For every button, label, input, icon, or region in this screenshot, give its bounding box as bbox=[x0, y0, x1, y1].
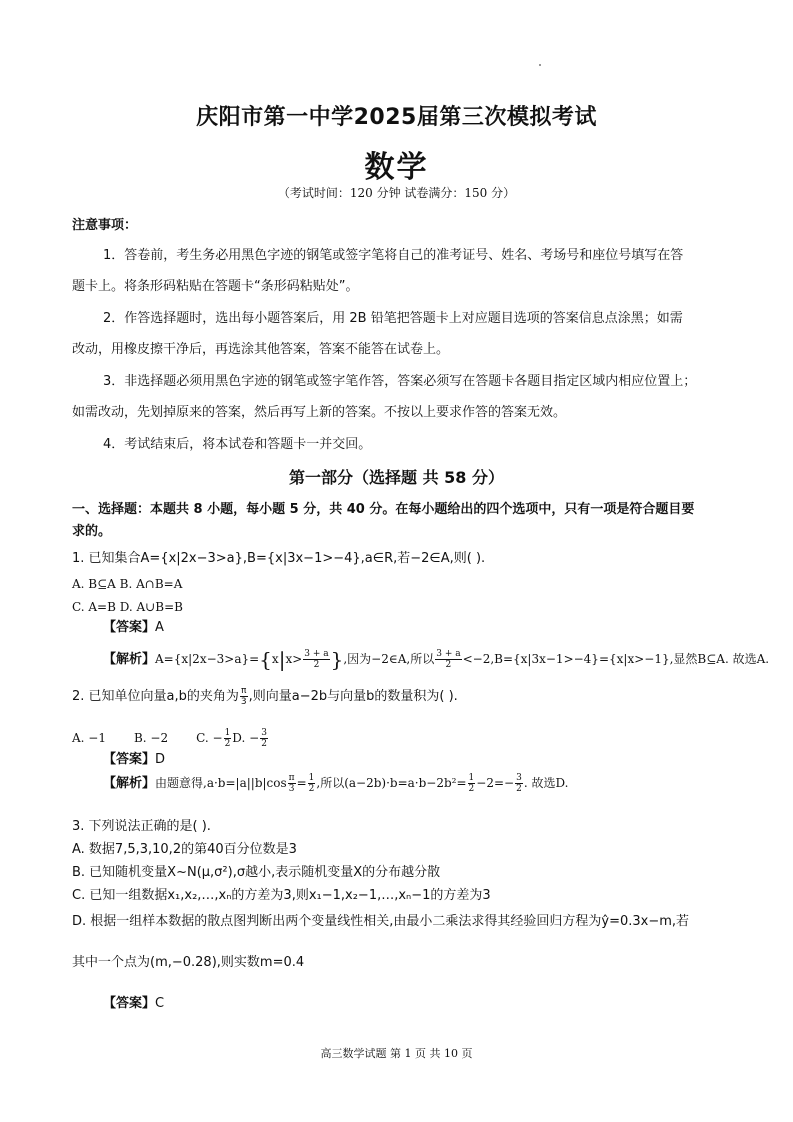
section-instruction-line2: 求的。 bbox=[72, 524, 112, 539]
q2-analysis-p4: . 故选D. bbox=[523, 776, 569, 790]
q1-frac2: $\frac{3 + a}{2}$ bbox=[436, 649, 461, 670]
q2-stem-p2: ,则向量a−2b与向量b的数量积为( ). bbox=[248, 689, 458, 704]
q2-option-d: D. − bbox=[232, 731, 260, 745]
page-footer: 高三数学试题 第 1 页 共 10 页 bbox=[320, 1047, 473, 1060]
q1-analysis-set-cond: x> bbox=[285, 652, 303, 666]
section-instruction-line1: 一、选择题：本题共 8 小题，每小题 5 分，共 40 分。在每小题给出的四个选项中，只有一项是符合题目要 bbox=[72, 502, 695, 517]
q3-answer bbox=[103, 996, 164, 1012]
q2-optc-frac: $\frac{1}{2}$ bbox=[224, 728, 231, 749]
q3-option-d-line2: 其中一个点为(m,−0.28),则实数m=0.4 bbox=[72, 955, 305, 970]
q1-analysis bbox=[103, 641, 769, 677]
q3-option-b: B. 已知随机变量X~N(μ,σ²),σ越小,表示随机变量X的分布越分散 bbox=[72, 865, 441, 880]
set-bar-icon: | bbox=[278, 647, 286, 672]
q2-options bbox=[72, 725, 269, 751]
exam-time-info: （考试时间：120 分钟 试卷满分：150 分） bbox=[277, 186, 516, 200]
notice-item2-line1: 2．作答选择题时，选出每小题答案后，用 2B 铅笔把答题卡上对应题目选项的答案信息点涂黑；如需 bbox=[103, 311, 683, 326]
notice-item3-line2: 如需改动，先划掉原来的答案，然后再写上新的答案。不按以上要求作答的答案无效。 bbox=[72, 405, 567, 420]
q1-answer-value: A bbox=[155, 620, 164, 635]
scan-dot bbox=[539, 64, 541, 66]
q3-stem: 3. 下列说法正确的是( ). bbox=[72, 819, 211, 834]
q2-frac4: $\frac{3}{2}$ bbox=[516, 773, 522, 794]
q2-option-a: A. −1 bbox=[72, 731, 106, 745]
exam-subject: 数学 bbox=[364, 150, 429, 185]
q1-options-line2: C. A=B D. A∪B=B bbox=[72, 600, 183, 614]
q3-answer-label: 【答案】 bbox=[103, 996, 156, 1011]
q2-analysis bbox=[103, 768, 568, 798]
q2-answer-label: 【答案】 bbox=[103, 752, 156, 767]
q2-analysis-p1: 由题意得,a·b=|a||b|cos bbox=[155, 776, 287, 790]
notice-item1-line1: 1．答卷前，考生务必用黑色字迹的钢笔或签字笔将自己的准考证号、姓名、考场号和座位号填写在答 bbox=[103, 248, 684, 263]
q1-analysis-set-x: x bbox=[271, 652, 279, 666]
q2-stem-frac: $\frac{\pi}{3}$ bbox=[240, 686, 247, 707]
q1-frac1: $\frac{3 + a}{2}$ bbox=[304, 649, 329, 670]
notice-item2-line2: 改动，用橡皮擦干净后，再选涂其他答案，答案不能答在试卷上。 bbox=[72, 342, 450, 357]
q2-analysis-p3: −2=− bbox=[476, 776, 515, 790]
q2-answer-value: D bbox=[155, 752, 166, 767]
q3-answer-value: C bbox=[155, 996, 165, 1011]
q2-stem-p1: 2. 已知单位向量a,b的夹角为 bbox=[72, 689, 239, 704]
notice-item3-line1: 3．非选择题必须用黑色字迹的钢笔或签字笔作答，答案必须写在答题卡各题目指定区域内相应位置上； bbox=[103, 374, 697, 389]
q2-analysis-eq: = bbox=[296, 776, 307, 790]
notice-item1-line2: 题卡上。将条形码粘贴在答题卡“条形码粘贴处”。 bbox=[72, 279, 359, 294]
q3-option-d-line1: D. 根据一组样本数据的散点图判断出两个变量线性相关,由最小二乘法求得其经验回归方程为ŷ=0.3x−m,若 bbox=[72, 914, 690, 929]
q1-answer bbox=[103, 620, 164, 636]
q2-stem bbox=[72, 684, 458, 710]
q1-stem: 1. 已知集合A={x|2x−3>a},B={x|3x−1>−4},a∈R,若−2∈A,则( ). bbox=[72, 551, 486, 566]
q3-option-c: C. 已知一组数据x₁,x₂,…,xₙ的方差为3,则x₁−1,x₂−1,…,xₙ−1的方差为3 bbox=[72, 888, 491, 903]
q1-analysis-label: 【解析】 bbox=[103, 652, 156, 667]
notice-item4: 4．考试结束后，将本试卷和答题卡一并交回。 bbox=[103, 437, 372, 452]
exam-title: 庆阳市第一中学2025届第三次模拟考试 bbox=[196, 105, 597, 130]
q2-optd-frac: $\frac{3}{2}$ bbox=[261, 728, 267, 749]
section-title: 第一部分（选择题 共 58 分） bbox=[289, 468, 504, 487]
q2-frac2: $\frac{1}{2}$ bbox=[308, 773, 315, 794]
q1-analysis-p2: ,因为−2∈A,所以 bbox=[343, 652, 435, 666]
q1-analysis-p1: A={x|2x−3>a}= bbox=[155, 652, 260, 666]
q2-frac3: $\frac{1}{2}$ bbox=[468, 773, 475, 794]
q2-option-b: B. −2 bbox=[133, 731, 169, 745]
q2-option-c: C. − bbox=[196, 731, 223, 745]
brace-close-icon: } bbox=[330, 647, 344, 672]
q2-frac1: $\frac{\pi}{3}$ bbox=[288, 773, 295, 794]
q2-answer bbox=[103, 752, 165, 768]
q1-answer-label: 【答案】 bbox=[103, 620, 156, 635]
q2-analysis-p2: ,所以(a−2b)·b=a·b−2b²= bbox=[316, 776, 467, 790]
q2-analysis-label: 【解析】 bbox=[103, 776, 156, 791]
q1-options-line1: A. B⊆A B. A∩B=A bbox=[72, 577, 183, 591]
q1-analysis-p3: <−2,B={x|3x−1>−4}={x|x>−1},显然B⊆A. 故选A. bbox=[462, 652, 770, 666]
notice-heading: 注意事项： bbox=[72, 218, 138, 233]
q3-option-a: A. 数据7,5,3,10,2的第40百分位数是3 bbox=[72, 842, 297, 857]
brace-open-icon: { bbox=[259, 647, 272, 672]
